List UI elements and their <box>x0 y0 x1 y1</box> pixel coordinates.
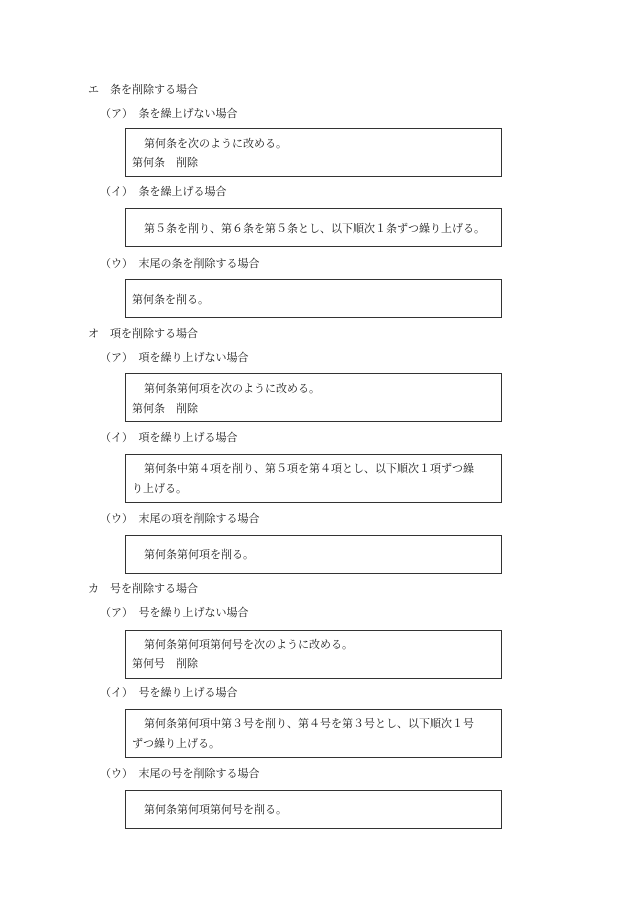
example-box <box>125 128 502 177</box>
example-text: り上げる。 <box>132 482 187 495</box>
example-text: 第何条第何項を削る。 <box>144 548 254 561</box>
example-box <box>125 790 502 829</box>
case-label: （イ） 号を繰り上げる場合 <box>100 686 238 699</box>
example-box <box>125 208 502 247</box>
example-text: 第何条第何項中第３号を削り、第４号を第３号とし、以下順次１号 <box>144 717 474 730</box>
section-heading: カ 号を削除する場合 <box>88 582 198 595</box>
example-text: 第何条第何項第何号を削る。 <box>144 803 287 816</box>
example-box <box>125 279 502 318</box>
section-heading: オ 項を削除する場合 <box>88 327 198 340</box>
example-text: ずつ繰り上げる。 <box>132 737 220 750</box>
example-box <box>125 373 502 422</box>
example-text: 第何条第何項を次のように改める。 <box>144 382 320 395</box>
section-heading: エ 条を削除する場合 <box>88 83 198 96</box>
case-label: （ア） 号を繰り上げない場合 <box>100 606 249 619</box>
example-text: 第５条を削り、第６条を第５条とし、以下順次１条ずつ繰り上げる。 <box>144 222 485 235</box>
example-text: 第何条を削る。 <box>132 293 209 306</box>
example-text: 第何条第何項第何号を次のように改める。 <box>144 638 353 651</box>
example-box <box>125 535 502 574</box>
case-label: （ア） 項を繰り上げない場合 <box>100 351 249 364</box>
example-box <box>125 709 502 758</box>
case-label: （ア） 条を繰上げない場合 <box>100 107 238 120</box>
case-label: （イ） 条を繰上げる場合 <box>100 185 227 198</box>
example-box <box>125 630 502 679</box>
case-label: （ウ） 末尾の条を削除する場合 <box>100 257 260 270</box>
example-text: 第何条中第４項を削り、第５項を第４項とし、以下順次１項ずつ繰 <box>144 462 474 475</box>
example-box <box>125 454 502 503</box>
case-label: （イ） 項を繰り上げる場合 <box>100 431 238 444</box>
example-text: 第何条 削除 <box>132 156 198 169</box>
case-label: （ウ） 末尾の号を削除する場合 <box>100 767 260 780</box>
example-text: 第何号 削除 <box>132 657 198 670</box>
case-label: （ウ） 末尾の項を削除する場合 <box>100 512 260 525</box>
example-text: 第何条 削除 <box>132 402 198 415</box>
example-text: 第何条を次のように改める。 <box>144 137 287 150</box>
